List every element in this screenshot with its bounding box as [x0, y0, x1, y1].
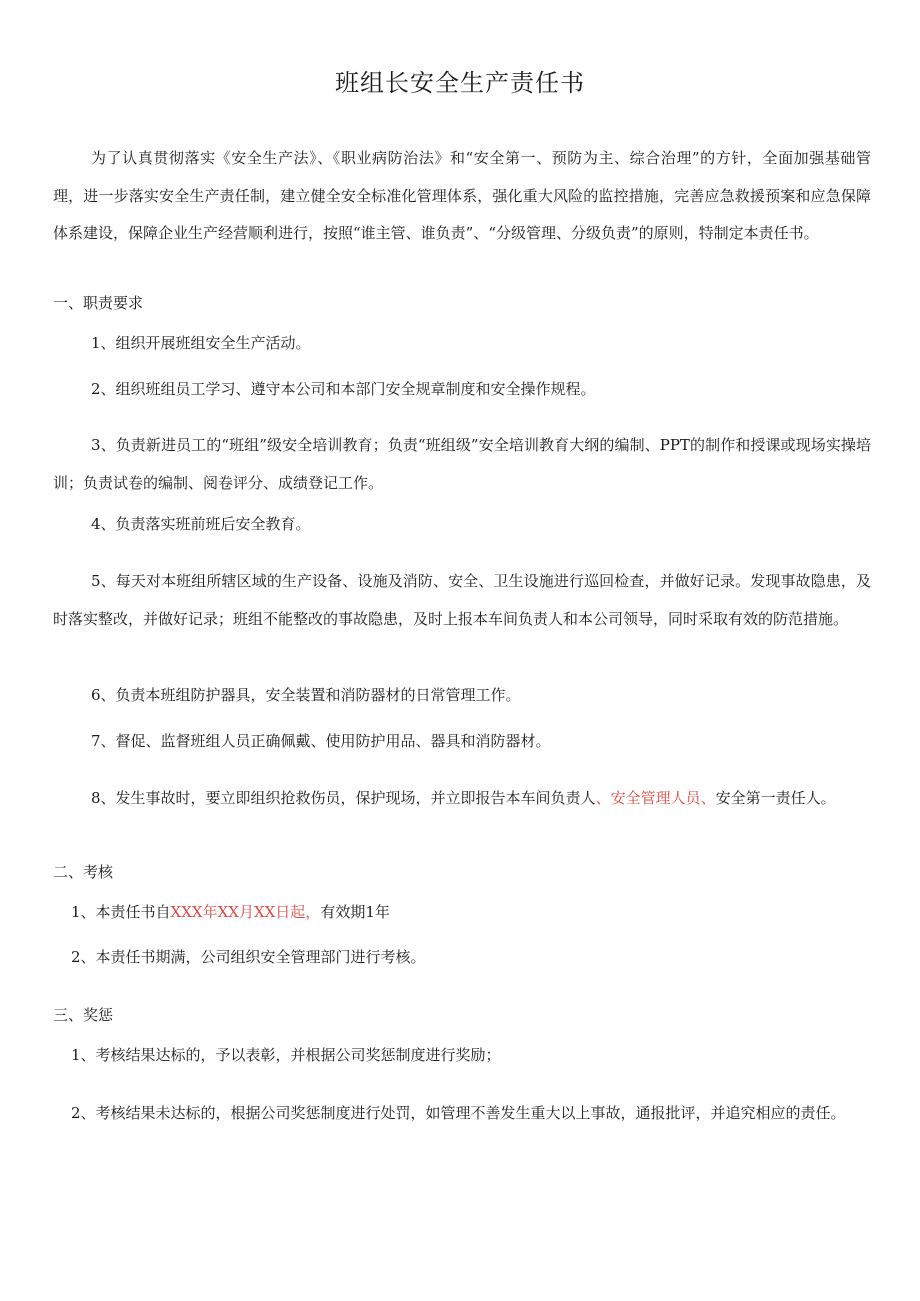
duty-item-8-highlight: 、安全管理人员、 [595, 789, 716, 807]
reward-item-1: 1、考核结果达标的，予以表彰，并根据公司奖惩制度进行奖励； [71, 1046, 501, 1064]
assessment-item-2: 2、本责任书期满，公司组织安全管理部门进行考核。 [71, 948, 426, 966]
duty-item-2: 2、组织班组员工学习、遵守本公司和本部门安全规章制度和安全操作规程。 [91, 380, 596, 398]
duty-item-4: 4、负责落实班前班后安全教育。 [91, 515, 311, 533]
duty-item-8-text: 8、发生事故时，要立即组织抢救伤员，保护现场，并立即报告本车间负责人 [91, 789, 596, 807]
duty-item-7: 7、督促、监督班组人员正确佩戴、使用防护用品、器具和消防器材。 [91, 732, 551, 750]
intro-paragraph: 为了认真贯彻落实《安全生产法》、《职业病防治法》和“安全第一、预防为主、综合治理”的方针，全面加强基础管理，进一步落实安全生产责任制，建立健全安全标准化管理体系，强化重大风险的监控措施，完善应急救援预案和应急保障体系建设，保障企业生产经营顺利进行，按照“谁主管、谁负责”、“分级管理、分级负责”的原则，特制定本责任书。 [53, 149, 871, 242]
assessment-item-1-end: 有效期1年 [320, 903, 390, 921]
reward-item-2: 2、考核结果未达标的，根据公司奖惩制度进行处罚，如管理不善发生重大以上事故，通报批评，并追究相应的责任。 [71, 1104, 846, 1122]
assessment-date-placeholder: XXX年XX月XX日起， [170, 903, 321, 921]
assessment-item-1-text: 1、本责任书自 [71, 903, 171, 921]
duty-item-8-end: 安全第一责任人。 [715, 789, 836, 807]
duty-item-1: 1、组织开展班组安全生产活动。 [91, 334, 311, 352]
section-heading-assessment: 二、考核 [53, 863, 114, 881]
duty-item-5: 5、每天对本班组所辖区域的生产设备、设施及消防、安全、卫生设施进行巡回检查，并做好记录。发现事故隐患，及时落实整改，并做好记录；班组不能整改的事故隐患，及时上报本车间负责人和本公司领导，同时采取有效的防范措施。 [53, 572, 871, 628]
document-title: 班组长安全生产责任书 [335, 69, 585, 97]
section-heading-rewards: 三、奖惩 [53, 1006, 114, 1024]
duty-item-3: 3、负责新进员工的“班组”级安全培训教育；负责“班组级”安全培训教育大纲的编制、PPT的制作和授课或现场实操培训；负责试卷的编制、阅卷评分、成绩登记工作。 [53, 436, 871, 492]
assessment-item-1 [71, 900, 390, 924]
section-heading-duties: 一、职责要求 [53, 294, 144, 312]
duty-item-6: 6、负责本班组防护器具，安全装置和消防器材的日常管理工作。 [91, 686, 521, 704]
duty-item-8 [53, 780, 871, 818]
